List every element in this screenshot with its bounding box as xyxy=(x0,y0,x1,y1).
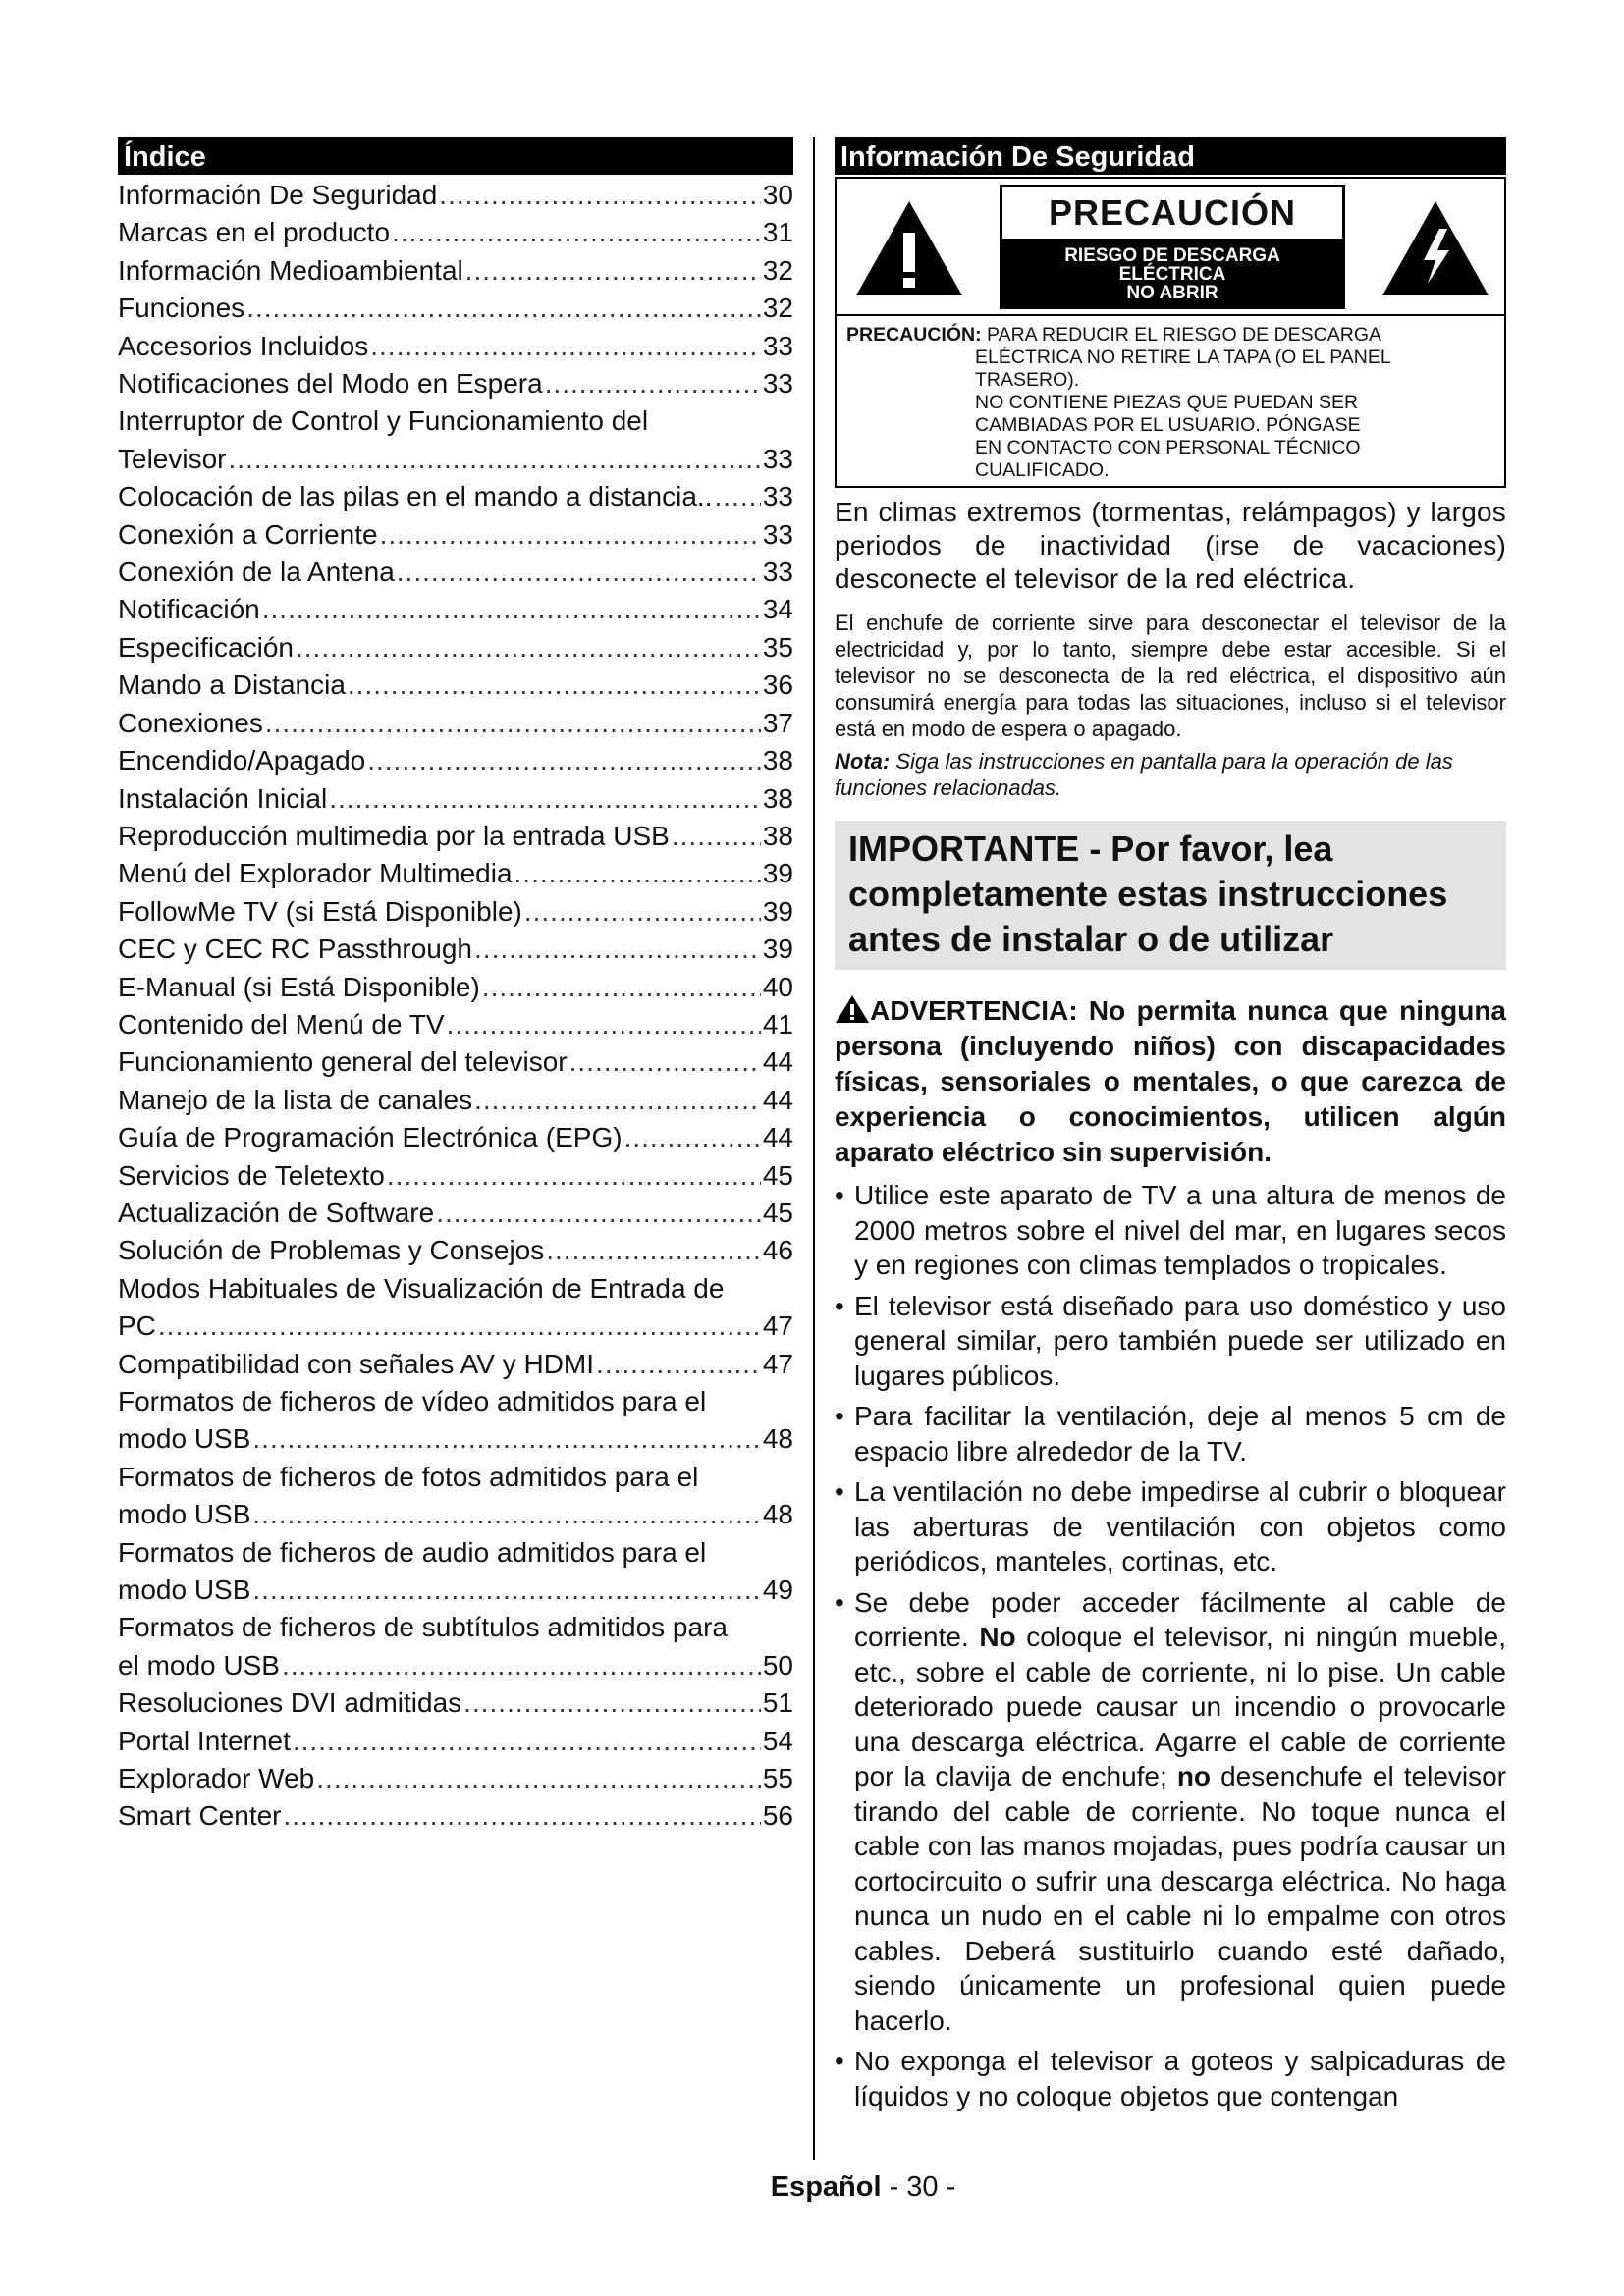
caution-line: PARA REDUCIR EL RIESGO DE DESCARGA xyxy=(987,324,1382,346)
exclamation-warning-icon xyxy=(854,199,964,297)
toc-entry-title: Interruptor de Control y Funcionamiento del xyxy=(118,405,649,437)
plug-paragraph: El enchufe de corriente sirve para desconectar el televisor de la electricidad y, por lo tanto, siempre debe estar accesible. Si el televisor no se desconecta de la red eléctrica, el dispositivo aún consumirá energía para todas las situaciones, incluso si el televisor está en modo de espera o apagado. xyxy=(835,611,1506,741)
toc-entry[interactable] xyxy=(118,780,793,818)
toc-entry[interactable] xyxy=(118,1723,793,1760)
toc-entry-title: Modos Habituales de Visualización de Entrada de xyxy=(118,1272,725,1304)
toc-entry-title-cont: modo USB xyxy=(118,1499,251,1530)
toc-entry-page: 32 xyxy=(762,254,793,286)
bullet-text: Para facilitar la ventilación, deje al menos 5 cm de espacio libre alrededor de la TV. xyxy=(854,1401,1506,1467)
toc-entry[interactable] xyxy=(118,1797,793,1835)
toc-entry[interactable] xyxy=(118,855,793,892)
note-paragraph xyxy=(835,748,1506,801)
toc-entry-page: 47 xyxy=(762,1310,793,1342)
toc-entry[interactable] xyxy=(118,478,793,515)
caution-line: CAMBIADAS POR EL USUARIO. PÓNGASE xyxy=(975,414,1361,436)
list-item: • Para facilitar la ventilación, deje al menos 5 cm de espacio libre alrededor de la TV. xyxy=(835,1399,1506,1468)
toc-entry-page: 44 xyxy=(762,1046,793,1078)
toc-entry-page: 33 xyxy=(762,330,793,361)
list-item: • La ventilación no debe impedirse al cubrir o bloquear las aberturas de ventilación con objetos como periódicos, manteles, cortinas, etc. xyxy=(835,1474,1506,1579)
column-divider xyxy=(813,137,815,2160)
toc-entry-title: Menú del Explorador Multimedia xyxy=(118,858,513,889)
toc-leader-dots xyxy=(436,1195,761,1232)
toc-entry-title: CEC y CEC RC Passthrough xyxy=(118,934,473,965)
toc-leader-dots xyxy=(252,1572,760,1609)
toc-entry-title: Conexiones xyxy=(118,707,263,738)
toc-entry-page: 31 xyxy=(762,217,793,248)
note-label: Nota: xyxy=(835,749,891,774)
toc-entry[interactable] xyxy=(118,214,793,251)
toc-leader-dots xyxy=(296,629,761,667)
toc-leader-dots xyxy=(284,1797,761,1835)
footer-page-number: - 30 - xyxy=(889,2171,956,2203)
toc-leader-dots xyxy=(228,441,760,478)
toc-entry[interactable] xyxy=(118,516,793,554)
toc-entry[interactable] xyxy=(118,893,793,931)
toc-entry-title: Solución de Problemas y Consejos xyxy=(118,1235,545,1266)
toc-entry-page: 51 xyxy=(762,1687,793,1719)
toc-leader-dots xyxy=(387,1157,761,1195)
precaution-subtitle xyxy=(1002,239,1342,306)
caution-line: EN CONTACTO CON PERSONAL TÉCNICO xyxy=(975,437,1361,458)
toc-entry[interactable] xyxy=(118,742,793,779)
toc-entry-page: 46 xyxy=(762,1235,793,1266)
toc-entry-title: Accesorios Incluidos xyxy=(118,330,369,361)
toc-entry[interactable] xyxy=(118,667,793,704)
toc-entry[interactable] xyxy=(118,1459,793,1534)
toc-leader-dots xyxy=(524,893,761,931)
toc-entry-title: Guía de Programación Electrónica (EPG) xyxy=(118,1122,623,1153)
toc-entry-page: 33 xyxy=(762,368,793,400)
toc-leader-dots xyxy=(293,1723,761,1760)
toc-leader-dots xyxy=(482,969,761,1006)
caution-box xyxy=(835,177,1506,488)
toc-entry-title: Notificaciones del Modo en Espera xyxy=(118,368,543,400)
toc-entry-page: 38 xyxy=(762,782,793,814)
toc-entry-title: Notificación xyxy=(118,594,260,625)
toc-entry-title: Funcionamiento general del televisor xyxy=(118,1046,568,1078)
caution-label: PRECAUCIÓN: xyxy=(846,324,982,346)
caution-line: ELÉCTRICA NO RETIRE LA TAPA (O EL PANEL xyxy=(975,347,1391,368)
toc-entry-title: Explorador Web xyxy=(118,1763,315,1794)
toc-entry-page: 38 xyxy=(762,820,793,851)
toc-leader-dots xyxy=(265,705,761,742)
toc-leader-dots xyxy=(252,1420,760,1458)
toc-entry-page: 55 xyxy=(762,1763,793,1794)
toc-entry[interactable] xyxy=(118,1195,793,1232)
toc-entry[interactable] xyxy=(118,629,793,667)
toc-entry[interactable] xyxy=(118,1346,793,1383)
bullet-text: Se debe poder acceder fácilmente al cable de corriente. No coloque el televisor, ni ningún mueble, etc., sobre el cable de corriente, ni lo pise. Un cable deteriorado puede causar un incendio o provocarle una descarga eléctrica. Agarre el cable de corriente por la clavija de enchufe; no desenchufe el televisor tirando del cable de corriente. No toque nunca el cable con las manos mojadas, pues podría causar un cortocircuito o sufrir una descarga eléctrica. No haga nunca un nudo en el cable ni lo empalme con otros cables. Deberá sustituirlo cuando esté dañado, siendo únicamente un profesional quien puede hacerlo. xyxy=(854,1586,1507,2036)
toc-leader-dots xyxy=(546,1232,761,1269)
toc-entry[interactable] xyxy=(118,1232,793,1269)
toc-entry-page: 37 xyxy=(762,707,793,738)
toc-leader-dots xyxy=(348,667,761,704)
toc-leader-dots xyxy=(463,1684,761,1722)
toc-entry-title: Smart Center xyxy=(118,1800,282,1832)
bullet-text: Utilice este aparato de TV a una altura de menos de 2000 metros sobre el nivel del mar, en lugares secos y en regiones con climas templados o tropicales. xyxy=(854,1180,1506,1280)
electric-shock-icon xyxy=(1380,199,1490,297)
page-footer xyxy=(0,2171,1624,2204)
toc-entry-title: Encendido/Apagado xyxy=(118,745,366,776)
toc-entry-page: 41 xyxy=(762,1008,793,1040)
toc-leader-dots xyxy=(465,252,761,290)
climate-paragraph: En climas extremos (tormentas, relámpagos) y largos periodos de inactividad (irse de vacaciones) desconecte el televisor de la red eléctrica. xyxy=(835,497,1506,594)
safety-header: Información De Seguridad xyxy=(835,137,1506,175)
toc-entry[interactable] xyxy=(118,402,793,478)
toc-entry-page: 40 xyxy=(762,971,793,1002)
toc-entry[interactable] xyxy=(118,1006,793,1043)
toc-leader-dots xyxy=(246,290,761,327)
list-item: • No exponga el televisor a goteos y salpicaduras de líquidos y no coloque objetos que contengan xyxy=(835,2044,1506,2113)
toc-entry-title: Marcas en el producto xyxy=(118,217,391,248)
toc-entry-page: 39 xyxy=(762,934,793,965)
toc-entry-page: 34 xyxy=(762,594,793,625)
toc-entry-page: 44 xyxy=(762,1084,793,1115)
toc-entry-title: Instalación Inicial xyxy=(118,782,328,814)
toc-leader-dots xyxy=(380,516,761,554)
toc-entry-title: Actualización de Software xyxy=(118,1197,435,1228)
toc-entry[interactable] xyxy=(118,328,793,365)
toc-entry-page: 48 xyxy=(762,1499,793,1530)
toc-entry-page: 47 xyxy=(762,1348,793,1379)
toc-entry[interactable] xyxy=(118,1270,793,1346)
toc-leader-dots xyxy=(569,1043,761,1081)
toc-leader-dots xyxy=(329,780,761,818)
toc-entry-title: Información De Seguridad xyxy=(118,180,438,210)
toc-leader-dots xyxy=(545,365,761,402)
toc-entry-title: Resoluciones DVI admitidas xyxy=(118,1687,462,1719)
toc-entry-title: Conexión a Corriente xyxy=(118,518,378,550)
toc-entry[interactable] xyxy=(118,177,793,214)
toc-entry[interactable] xyxy=(118,818,793,855)
safety-column xyxy=(835,137,1506,2119)
toc-leader-dots xyxy=(714,478,760,515)
toc-entry-title: Servicios de Teletexto xyxy=(118,1159,385,1191)
toc-leader-dots xyxy=(596,1346,761,1383)
toc-entry-title: Información Medioambiental xyxy=(118,254,463,286)
toc-leader-dots xyxy=(158,1308,761,1345)
toc-entry[interactable] xyxy=(118,705,793,742)
toc-entry[interactable] xyxy=(118,554,793,591)
toc-entry-title: Formatos de ficheros de subtítulos admitidos para xyxy=(118,1612,728,1643)
toc-leader-dots xyxy=(474,931,761,968)
toc-leader-dots xyxy=(447,1006,761,1043)
toc-entry[interactable] xyxy=(118,931,793,968)
warning-triangle-icon xyxy=(835,994,870,1024)
footer-language: Español xyxy=(770,2171,882,2203)
precaution-title: PRECAUCIÓN xyxy=(1048,191,1296,233)
toc-entry-title: Formatos de ficheros de audio admitidos para el xyxy=(118,1536,707,1568)
toc-entry-page: 38 xyxy=(762,745,793,776)
toc-leader-dots xyxy=(316,1760,761,1797)
toc-entry-page: 54 xyxy=(762,1725,793,1756)
toc-entry[interactable] xyxy=(118,1760,793,1797)
note-text: Siga las instrucciones en pantalla para la operación de las funciones relacionadas. xyxy=(835,749,1453,800)
toc-entry[interactable] xyxy=(118,969,793,1006)
toc-entry-title-cont: modo USB xyxy=(118,1423,251,1455)
toc-entry[interactable] xyxy=(118,1119,793,1156)
toc-leader-dots xyxy=(392,214,761,251)
toc-leader-dots xyxy=(282,1647,761,1684)
toc-entry-page: 45 xyxy=(762,1159,793,1191)
toc-entry-title-cont: modo USB xyxy=(118,1575,251,1606)
toc-leader-dots xyxy=(397,554,761,591)
toc-entry-page: 32 xyxy=(762,293,793,324)
toc-entry[interactable] xyxy=(118,1082,793,1119)
toc-entry-title: Mando a Distancia xyxy=(118,669,346,701)
toc-entry-page: 44 xyxy=(762,1122,793,1153)
toc-entry-title: E-Manual (si Está Disponible) xyxy=(118,971,480,1002)
toc-entry-page: 39 xyxy=(762,895,793,927)
toc-entry-title-cont: el modo USB xyxy=(118,1649,280,1681)
toc-entry[interactable] xyxy=(118,1043,793,1081)
toc-entry-page: 35 xyxy=(762,631,793,663)
toc-entry[interactable] xyxy=(118,1383,793,1459)
toc-entry-title: Reproducción multimedia por la entrada USB xyxy=(118,820,670,851)
toc-entry[interactable] xyxy=(118,1684,793,1722)
toc-entry-title: Portal Internet xyxy=(118,1725,291,1756)
toc-entry-page: 33 xyxy=(762,481,793,512)
toc-leader-dots xyxy=(367,742,761,779)
bullet-text: La ventilación no debe impedirse al cubrir o bloquear las aberturas de ventilación con objetos como periódicos, manteles, cortinas, etc. xyxy=(854,1476,1506,1576)
toc-entry-page: 33 xyxy=(762,443,793,474)
toc-leader-dots xyxy=(370,328,761,365)
caution-line: CUALIFICADO. xyxy=(975,459,1110,481)
toc-leader-dots xyxy=(252,1496,760,1533)
toc-entry[interactable] xyxy=(118,591,793,628)
toc-entry-title: Formatos de ficheros de vídeo admitidos para el xyxy=(118,1386,707,1416)
toc-entry-title: Manejo de la lista de canales xyxy=(118,1084,473,1115)
precaution-sub-line: NO ABRIR xyxy=(1126,282,1218,303)
toc-leader-dots xyxy=(624,1119,761,1156)
bullet-text: No exponga el televisor a goteos y salpicaduras de líquidos y no coloque objetos que contengan xyxy=(854,2046,1506,2111)
caution-symbols xyxy=(837,179,1504,316)
toc-entry-title: Funciones xyxy=(118,293,245,324)
toc-entry-page: 50 xyxy=(762,1649,793,1681)
toc-entry[interactable] xyxy=(118,365,793,402)
toc-entry-page: 36 xyxy=(762,669,793,701)
toc-leader-dots xyxy=(514,855,761,892)
precaution-sub-line: RIESGO DE DESCARGA xyxy=(1064,244,1280,266)
toc-leader-dots xyxy=(474,1082,761,1119)
bullet-text: El televisor está diseñado para uso doméstico y uso general similar, pero también puede ser utilizado en lugares públicos. xyxy=(854,1290,1506,1391)
important-banner: IMPORTANTE - Por favor, lea completamente estas instrucciones antes de instalar o de utilizar xyxy=(835,821,1506,970)
toc-leader-dots xyxy=(672,818,761,855)
toc-column xyxy=(118,137,793,1836)
toc-entry-page: 30 xyxy=(762,180,793,210)
precaution-sub-line: ELÉCTRICA xyxy=(1118,263,1226,285)
toc-entry-title: FollowMe TV (si Está Disponible) xyxy=(118,895,522,927)
toc-entry-title: Formatos de ficheros de fotos admitidos para el xyxy=(118,1461,699,1492)
toc-entry-title: Compatibilidad con señales AV y HDMI xyxy=(118,1348,595,1379)
toc-entry-page: 45 xyxy=(762,1197,793,1228)
precaution-label xyxy=(1000,185,1345,309)
warning-paragraph xyxy=(835,993,1506,1170)
caution-line: TRASERO). xyxy=(975,369,1080,391)
toc-leader-dots xyxy=(262,591,761,628)
toc-entry-title-cont: PC xyxy=(118,1310,156,1342)
toc-entry-title: Contenido del Menú de TV xyxy=(118,1008,445,1040)
toc-entry[interactable] xyxy=(118,1157,793,1195)
toc-entry-page: 39 xyxy=(762,858,793,889)
toc-entry-title: Colocación de las pilas en el mando a distancia.. xyxy=(118,481,713,512)
caution-line: NO CONTIENE PIEZAS QUE PUEDAN SER xyxy=(975,392,1359,413)
warning-text: ADVERTENCIA: No permita nunca que ninguna persona (incluyendo niños) con discapacidades físicas, sensoriales o mentales, o que carezca de experiencia o conocimientos, utilicen algún aparato eléctrico sin supervisión. xyxy=(835,995,1506,1167)
toc-entry-page: 48 xyxy=(762,1423,793,1455)
toc-leader-dots xyxy=(439,177,761,214)
toc-header: Índice xyxy=(118,137,793,175)
list-item: • Se debe poder acceder fácilmente al cable de corriente. No coloque el televisor, ni ningún mueble, etc., sobre el cable de corriente, ni lo pise. Un cable deteriorado puede causar un incendio o provocarle una descarga eléctrica. Agarre el cable de corriente por la clavija de enchufe; no desenchufe el televisor tirando del cable de corriente. No toque nunca el cable con las manos mojadas, pues podría causar un cortocircuito o sufrir una descarga eléctrica. No haga nunca un nudo en el cable ni lo empalme con otros cables. Deberá sustituirlo cuando esté dañado, siendo únicamente un profesional quien puede hacerlo. xyxy=(835,1585,1506,2039)
caution-text xyxy=(837,316,1504,486)
list-item: • El televisor está diseñado para uso doméstico y uso general similar, pero también puede ser utilizado en lugares públicos. xyxy=(835,1289,1506,1394)
list-item: • Utilice este aparato de TV a una altura de menos de 2000 metros sobre el nivel del mar, en lugares secos y en regiones con climas templados o tropicales. xyxy=(835,1178,1506,1283)
toc-entry-page: 33 xyxy=(762,518,793,550)
toc-entry[interactable] xyxy=(118,1534,793,1610)
toc-list xyxy=(118,177,793,1836)
toc-entry-page: 49 xyxy=(762,1575,793,1606)
toc-entry-title-cont: Televisor xyxy=(118,443,227,474)
toc-entry[interactable] xyxy=(118,290,793,327)
safety-bullets xyxy=(835,1178,1506,2113)
toc-entry-page: 56 xyxy=(762,1800,793,1832)
toc-entry-title: Especificación xyxy=(118,631,294,663)
toc-entry-page: 33 xyxy=(762,557,793,588)
toc-entry[interactable] xyxy=(118,252,793,290)
toc-entry[interactable] xyxy=(118,1609,793,1684)
toc-entry-title: Conexión de la Antena xyxy=(118,557,395,588)
